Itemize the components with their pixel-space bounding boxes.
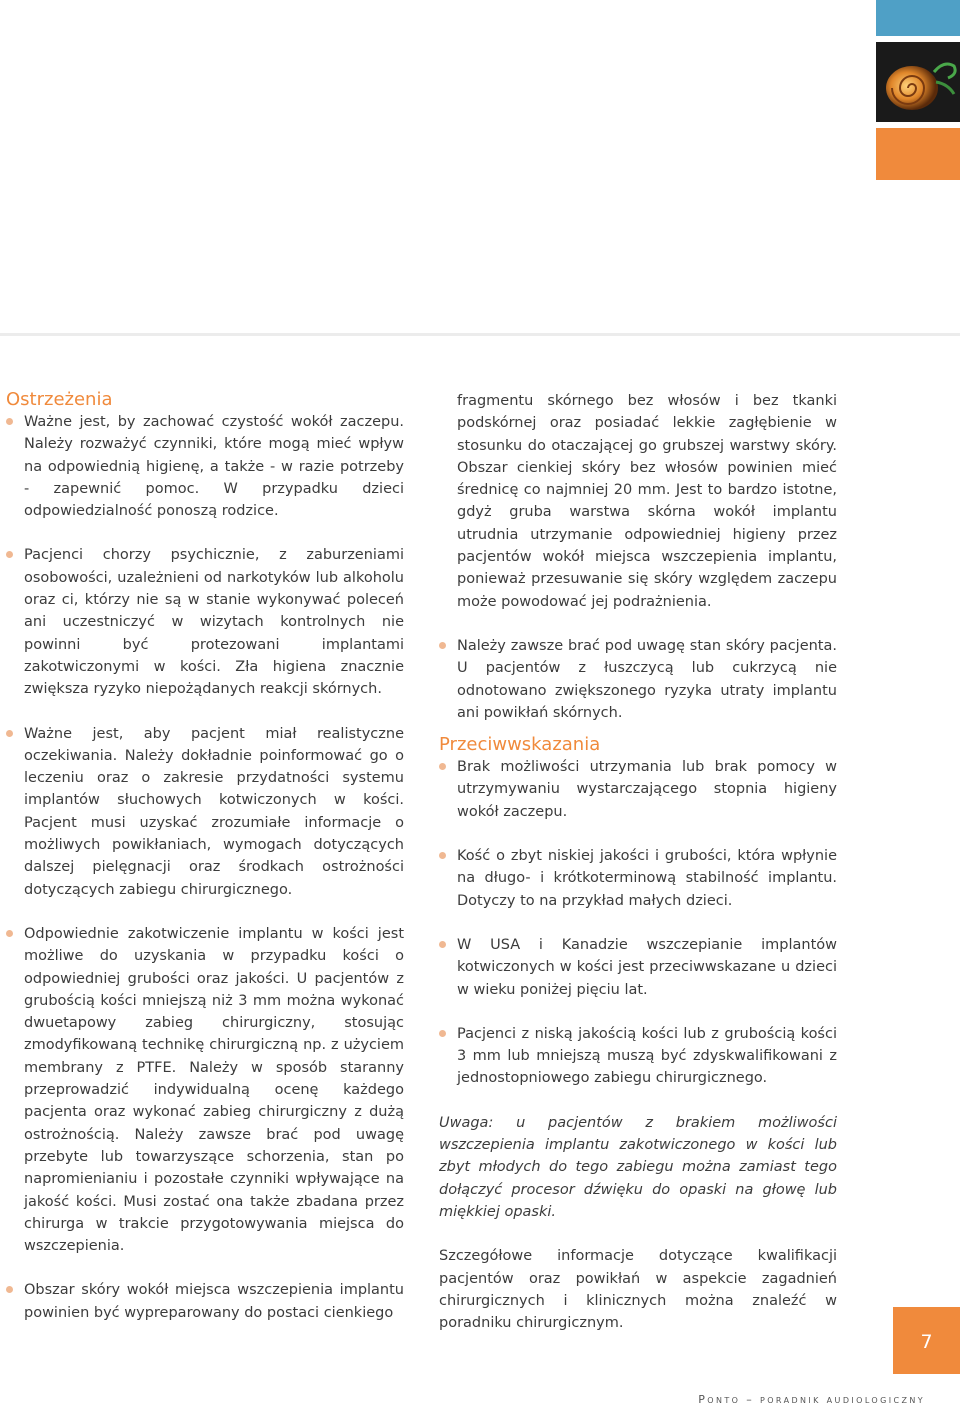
list-item: Kość o zbyt niskiej jakości i grubości, która wpłynie na długo- i krótkoterminową stabilność implantu. Dotyczy to na przykład małych dzieci. [439,845,837,912]
list-item: Ważne jest, aby pacjent miał realistyczne oczekiwania. Należy dokładnie poinformować go o leczeniu oraz o zakresie przydatności systemu implantów słuchowych kotwiczonych w kości. Pacjent musi uzyskać zrozumiałe informacje o możliwych powikłaniach, wymogach dotyczących dalszej pielęgnacji oraz środkach ostrożności dotyczących zabiegu chirurgicznego. [6,723,404,901]
header-divider [0,333,960,336]
cochlea-image [876,42,960,122]
running-footer: Ponto – poradnik audiologiczny [698,1393,925,1406]
cochlea-illustration [876,42,960,122]
list-item: Pacjenci z niską jakością kości lub z grubością kości 3 mm lub mniejszą muszą być zdyskwalifikowani z jednostopniowego zabiegu chirurgicznego. [439,1023,837,1090]
section-heading-warnings: Ostrzeżenia [6,389,113,410]
list-item: Obszar skóry wokół miejsca wszczepienia implantu powinien być wypreparowany do postaci cienkiego [6,1279,404,1324]
list-item: Odpowiednie zakotwiczenie implantu w kości jest możliwe do uzyskania w przypadku kości o odpowiedniej grubości oraz jakości. U pacjentów z grubością kości mniejszą niż 3 mm można wykonać dwuetapowy zabieg chirurgiczny, stosując zmodyfikowaną technikę chirurgiczną np. z użyciem membrany z PTFE. Należy w sposób staranny przeprowadzić indywidualną ocenę każdego pacjenta oraz wykonać zabieg chirurgiczny z dużą ostrożnością. Należy zawsze brać pod uwagę przebyte lub towarzyszące schorzenia, stan po napromienianiu i pozostałe czynniki wpływające na jakość kości. Musi zostać ona także zbadana przez chirurga w trakcie przygotowywania miejsca do wszczepienia. [6,923,404,1257]
list-item: Brak możliwości utrzymania lub brak pomocy w utrzymywaniu wystarczającego stopnia higieny wokół zaczepu. [439,756,837,823]
list-item: Ważne jest, by zachować czystość wokół zaczepu. Należy rozważyć czynniki, które mogą mieć wpływ na odpowiednią higienę, a także - w razie potrzeby - zapewnić pomoc. W przypadku dzieci odpowiedzialność ponoszą rodzice. [6,411,404,522]
list-item: Należy zawsze brać pod uwagę stan skóry pacjenta. U pacjentów z łuszczycą lub cukrzycą nie odnotowano zwiększonego ryzyka utraty implantu ani powikłań skórnych. [439,635,837,724]
right-column [439,390,837,1356]
blue-tab [876,0,960,36]
page-number: 7 [920,1331,933,1353]
list-item: Pacjenci chorzy psychicznie, z zaburzeniami osobowości, uzależnieni od narkotyków lub alkoholu oraz ci, którzy nie są w stanie wykonywać poleceń ani uczestniczyć w wizytach kontrolnych nie powinni być protezowani implantami zakotwiczonymi w kości. Zła higiena znacznie zwiększa ryzyko niepożądanych reakcji skórnych. [6,544,404,700]
section-heading-contraindications: Przeciwwskazania [439,734,601,756]
closing-paragraph: Szczegółowe informacje dotyczące kwalifikacji pacjentów oraz powikłań w aspekcie zagadnień chirurgicznych i klinicznych można znaleźć w poradniku chirurgicznym. [439,1248,837,1332]
list-item: W USA i Kanadzie wszczepianie implantów kotwiczonych w kości jest przeciwwskazane u dzieci w wieku poniżej pięciu lat. [439,934,837,1001]
orange-tab [876,128,960,180]
left-column [6,389,404,1346]
continuation-paragraph: fragmentu skórnego bez włosów i bez tkanki podskórnej oraz posiadać lekkie zagłębienie w stosunku do otaczającej go grubszej warstwy skóry. Obszar cienkiej skóry bez włosów powinien mieć średnicę co najmniej 20 mm. Jest to bardzo istotne, gdyż gruba warstwa skórna wokół implantu utrudnia utrzymanie odpowiedniej higieny przez pacjentów wokół miejsca wszczepienia implantu, ponieważ przesuwanie się skóry względem zaczepu może powodować jej podrażnienia. [457,393,837,610]
note-paragraph: Uwaga: u pacjentów z brakiem możliwości wszczepienia implantu zakotwiczonego w kości lub zbyt młodych do tego zabiegu można zamiast tego dołączyć procesor dźwięku do opaski na głowę lub miękkiej opaski. [439,1114,837,1220]
